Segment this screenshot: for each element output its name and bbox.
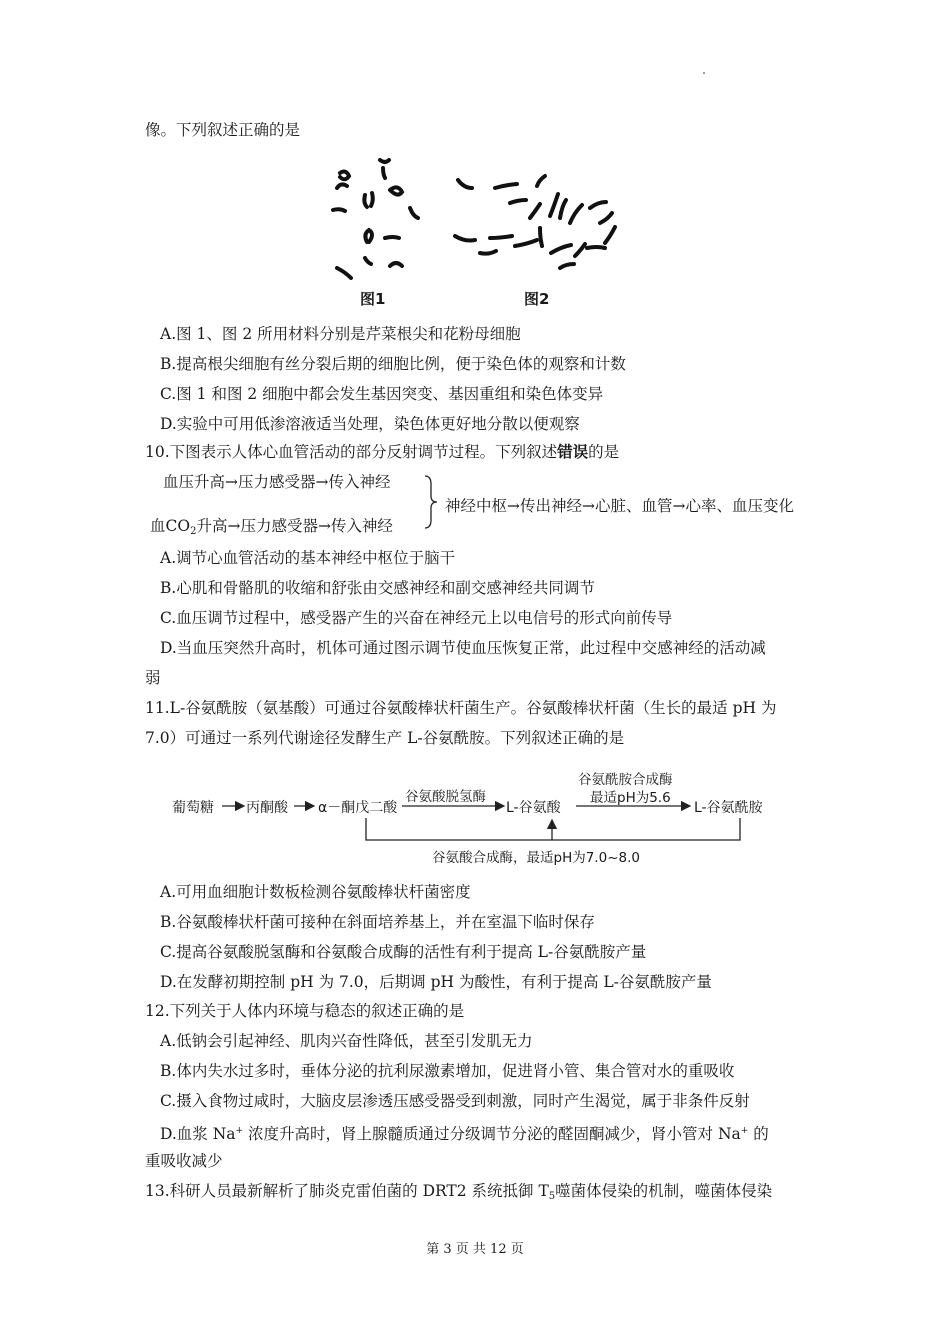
q10-stem-emph: 错误 — [557, 442, 589, 461]
q10-option-a: A.调节心血管活动的基本神经中枢位于脑干 — [160, 549, 456, 567]
q10-brace — [423, 474, 443, 530]
chromosome — [515, 240, 537, 246]
q9-option-c: C.图 1 和图 2 细胞中都会发生基因突变、基因重组和染色体变异 — [160, 385, 604, 403]
q10-option-d: D.当血压突然升高时，机体可通过图示调节使血压恢复正常，此过程中交感神经的活动减 — [160, 639, 766, 657]
chromosome — [340, 172, 349, 180]
chromosome — [560, 200, 566, 218]
q11-glucose: 葡萄糖 — [172, 800, 214, 816]
intro-text: 像。下列叙述正确的是 — [145, 121, 301, 139]
chromosome — [337, 268, 351, 278]
q12-option-d-end: 的 — [748, 1125, 769, 1143]
chromosome — [380, 160, 389, 162]
q10-stem-prefix: 10.下图表示人体心血管活动的部分反射调节过程。下列叙述 — [145, 443, 558, 461]
q12-option-a: A.低钠会引起神经、肌肉兴奋性降低，甚至引发肌无力 — [160, 1032, 533, 1050]
q11-stem-line1: 11.L-谷氨酰胺（氨基酸）可通过谷氨酸棒状杆菌生产。谷氨酸棒状杆菌（生长的最适 pH 为 — [145, 699, 777, 717]
chromosome-figure — [315, 148, 645, 288]
chromosome — [510, 200, 526, 203]
q11-option-d: D.在发酵初期控制 pH 为 7.0，后期调 pH 为酸性，有利于提高 L-谷氨酰胺产量 — [160, 973, 712, 991]
q10-stem — [145, 442, 619, 462]
q11-stem-line2: 7.0）可通过一系列代谢途径发酵生产 L-谷氨酰胺。下列叙述正确的是 — [145, 729, 625, 747]
q9-option-a: A.图 1、图 2 所用材料分别是芹菜根尖和花粉母细胞 — [160, 325, 521, 343]
q12-option-d-pre: D.血浆 Na — [160, 1125, 236, 1143]
q10-chain-co2-post: 升高→压力感受器→传入神经 — [196, 517, 393, 535]
chromosome — [490, 236, 512, 238]
chromosome — [365, 230, 372, 242]
q10-stem-suffix: 的是 — [588, 443, 620, 461]
chromosome — [587, 247, 605, 248]
q11-enzyme1: 谷氨酸脱氢酶 — [405, 789, 486, 805]
chromosome — [480, 251, 496, 254]
q11-enzyme2-line1: 谷氨酰胺合成酶 — [578, 772, 673, 788]
q12-option-d-mid: 浓度升高时，肾上腺髓质通过分级调节分泌的醛固酮减少，肾小管对 Na — [243, 1125, 741, 1143]
q11-enzyme3: 谷氨酸合成酶，最适pH为7.0~8.0 — [432, 850, 640, 866]
chromosome — [390, 263, 402, 266]
q11-akg: α－酮戊二酸 — [318, 800, 398, 816]
chromosome — [390, 187, 402, 194]
q10-option-d-cont: 弱 — [145, 669, 161, 687]
figure2-label: 图2 — [524, 290, 550, 308]
q10-option-b: B.心肌和骨骼肌的收缩和舒张由交感神经和副交感神经共同调节 — [160, 579, 595, 597]
chromosome — [495, 184, 517, 188]
chromosome — [455, 236, 475, 241]
q9-option-d: D.实验中可用低渗溶液适当处理，染色体更好地分散以便观察 — [160, 415, 580, 433]
q12-option-d — [160, 1121, 769, 1144]
chromosome — [383, 168, 385, 178]
q13-stem-pre: 13.科研人员最新解析了肺炎克雷伯菌的 DRT2 系统抵御 T — [145, 1182, 549, 1200]
q11-glu: L-谷氨酸 — [506, 800, 561, 816]
q10-chain-co2-sub: 2 — [190, 526, 197, 537]
q10-chain-right: 神经中枢→传出神经→心脏、血管→心率、血压变化 — [445, 497, 794, 515]
chromosome — [600, 213, 612, 223]
chromosome — [337, 184, 347, 188]
q10-chain-co2 — [150, 514, 393, 537]
chromosome — [590, 202, 606, 208]
q12-option-c: C.摄入食物过咸时，大脑皮层渗透压感受器受到刺激，同时产生渴觉，属于非条件反射 — [160, 1092, 750, 1110]
q11-enzyme2-line2: 最适pH为5.6 — [590, 790, 671, 806]
chromosome — [365, 258, 371, 264]
q12-option-d-sup: + — [235, 1126, 244, 1136]
chromosome — [410, 208, 418, 218]
chromosome — [550, 194, 558, 216]
q10-chain-co2-pre: 血CO — [150, 517, 191, 535]
chromosome — [458, 180, 472, 188]
chromosome — [570, 205, 582, 223]
q12-stem: 12.下列关于人体内环境与稳态的叙述正确的是 — [145, 1002, 465, 1020]
q10-option-c: C.血压调节过程中，感受器产生的兴奋在神经元上以电信号的形式向前传导 — [160, 609, 673, 627]
q12-option-d-sup2: + — [740, 1126, 749, 1136]
chromosome — [385, 237, 399, 238]
chromosome — [333, 209, 345, 211]
chromosome — [575, 244, 585, 256]
chromosome — [364, 193, 372, 207]
q13-stem — [145, 1181, 772, 1207]
q10-chain-bp: 血压升高→压力感受器→传入神经 — [163, 473, 391, 491]
q11-arrows — [210, 790, 750, 850]
q12-option-b: B.体内失水过多时，垂体分泌的抗利尿激素增加，促进肾小管、集合管对水的重吸收 — [160, 1062, 735, 1080]
q12-option-d-cont: 重吸收减少 — [145, 1152, 223, 1170]
q11-gln: L-谷氨酰胺 — [694, 800, 763, 816]
q13-stem-sub: 5 — [548, 1191, 556, 1202]
page-footer: 第 3 页 共 12 页 — [426, 1242, 524, 1257]
q11-pyruvate: 丙酮酸 — [246, 800, 288, 816]
q9-option-b: B.提高根尖细胞有丝分裂后期的细胞比例，便于染色体的观察和计数 — [160, 355, 626, 373]
chromosome — [560, 264, 574, 268]
chromosome — [530, 204, 540, 218]
chromosome — [537, 176, 545, 186]
q11-option-b: B.谷氨酸棒状杆菌可接种在斜面培养基上，并在室温下临时保存 — [160, 913, 595, 931]
q13-stem-post: 噬菌体侵染的机制，噬菌体侵染 — [555, 1182, 773, 1200]
chromosome — [605, 227, 615, 243]
scan-dot — [703, 72, 705, 74]
q11-option-c: C.提高谷氨酸脱氢酶和谷氨酸合成酶的活性有利于提高 L-谷氨酰胺产量 — [160, 943, 647, 961]
chromosome — [551, 245, 571, 253]
figure1-label: 图1 — [360, 290, 386, 308]
chromosome — [540, 228, 542, 246]
q11-option-a: A.可用血细胞计数板检测谷氨酸棒状杆菌密度 — [160, 883, 471, 901]
